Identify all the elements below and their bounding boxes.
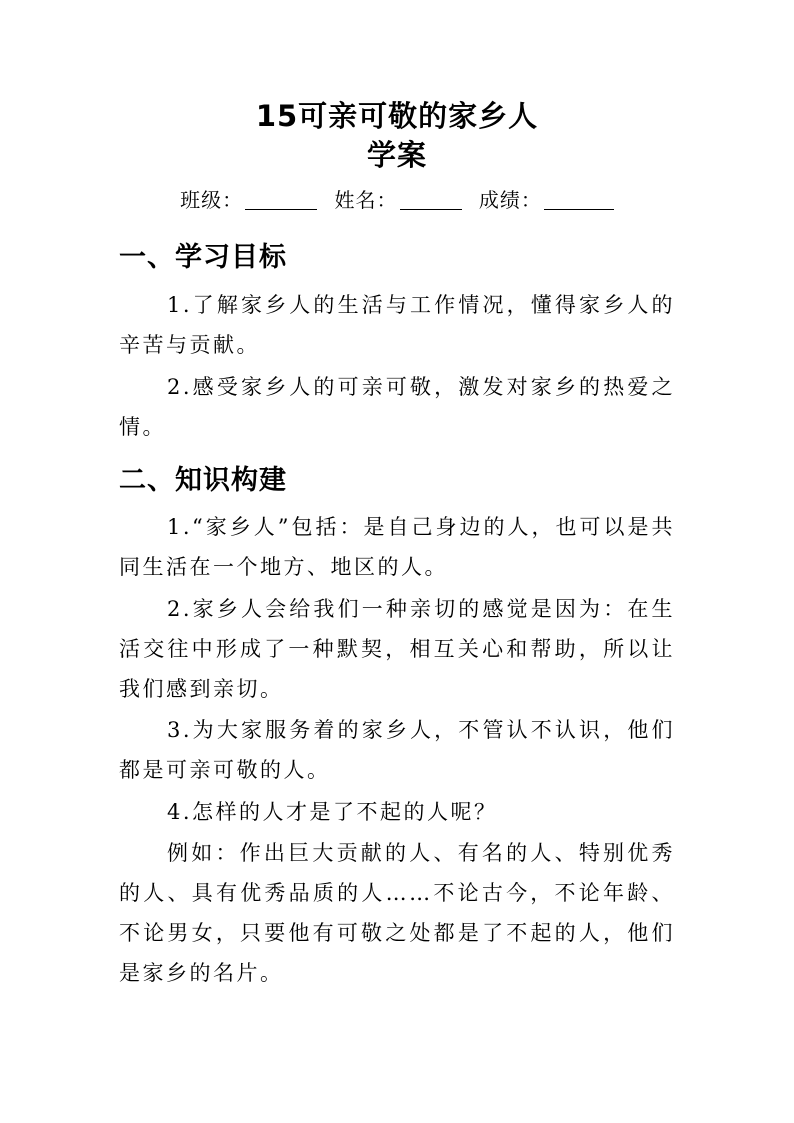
knowledge-item-3: 3.为大家服务着的家乡人，不管认不认识，他们都是可亲可敬的人。 xyxy=(119,718,675,782)
class-blank-field[interactable] xyxy=(245,189,317,210)
class-label: 班级： xyxy=(180,188,244,212)
document-subtitle: 学案 xyxy=(366,138,427,172)
knowledge-item-1: 1.“家乡人”包括：是自己身边的人，也可以是共同生活在一个地方、地区的人。 xyxy=(119,515,675,579)
name-label: 姓名： xyxy=(334,188,398,212)
knowledge-item-2: 2.家乡人会给我们一种亲切的感觉是因为：在生活交往中形成了一种默契，相互关心和帮助，所以让我们感到亲切。 xyxy=(119,597,675,701)
name-blank-field[interactable] xyxy=(400,189,462,210)
document-title: 15可亲可敬的家乡人 xyxy=(255,99,539,133)
section-heading-knowledge: 二、知识构建 xyxy=(119,465,287,496)
knowledge-item-4: 4.怎样的人才是了不起的人呢？ xyxy=(167,800,498,824)
score-label: 成绩： xyxy=(478,188,542,212)
goal-item-1: 1.了解家乡人的生活与工作情况，懂得家乡人的辛苦与贡献。 xyxy=(119,293,675,357)
section-heading-learning-goals: 一、学习目标 xyxy=(119,242,287,273)
knowledge-example: 例如：作出巨大贡献的人、有名的人、特别优秀的人、具有优秀品质的人……不论古今，不论年龄、不论男女，只要他有可敬之处都是了不起的人，他们是家乡的名片。 xyxy=(119,841,675,985)
score-blank-field[interactable] xyxy=(544,189,614,210)
student-info-line xyxy=(0,189,794,210)
goal-item-2: 2.感受家乡人的可亲可敬，激发对家乡的热爱之情。 xyxy=(119,375,675,439)
